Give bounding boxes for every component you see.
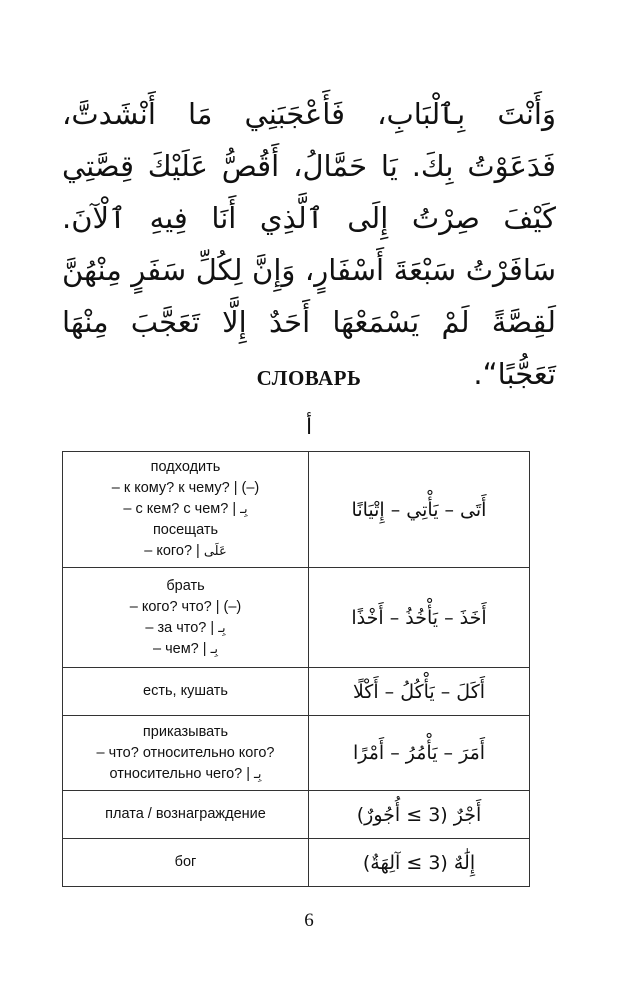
russian-translation	[63, 668, 309, 716]
russian-translation	[63, 791, 309, 839]
arabic-word: أَجْرٌ (3 ≥ أُجُورٌ)	[309, 791, 530, 839]
preposition: بِـ	[210, 641, 218, 657]
arabic-word: أَمَرَ – يَأْمُرُ – أَمْرًا	[309, 716, 530, 791]
translation-line: – к кому? к чему? | (–)	[111, 480, 260, 496]
preposition: بِـ	[218, 620, 226, 636]
vocabulary-title: СЛОВАРЬ	[256, 366, 362, 390]
translation-line: брать	[166, 577, 205, 594]
translation-line: бог	[174, 854, 197, 870]
translation-line: – кого? что? | (–)	[129, 598, 242, 615]
translation-line: есть, кушать	[143, 683, 228, 699]
preposition: عَلَى	[203, 544, 227, 559]
vocab-row	[63, 568, 530, 668]
page-number: 6	[304, 910, 314, 931]
arabic-word: أَتَى – يَأْتِي – إِتْيَانًا	[309, 452, 530, 568]
letter-heading: أ	[305, 415, 313, 440]
arabic-word: أَكَلَ – يَأْكُلُ – أَكْلًا	[309, 668, 530, 716]
translation-line: приказывать	[142, 723, 229, 740]
translation-line: подходить	[150, 459, 221, 475]
translation-line: – за что? | بِـ	[145, 619, 226, 636]
vocab-row	[63, 791, 530, 839]
arabic-word: إِلَٰهٌ (3 ≥ آلِهَةٌ)	[309, 839, 530, 887]
vocab-row	[63, 839, 530, 887]
translation-line: – с кем? с чем? | بِـ	[123, 501, 248, 517]
russian-translation	[63, 452, 309, 568]
vocab-row	[63, 716, 530, 791]
russian-translation	[63, 716, 309, 791]
translation-line: посещать	[152, 522, 219, 538]
vocabulary-table	[62, 451, 530, 887]
vocab-row	[63, 452, 530, 568]
vocab-row	[63, 668, 530, 716]
russian-translation	[63, 568, 309, 668]
preposition: بِـ	[254, 766, 262, 782]
arabic-word: أَخَذَ – يَأْخُذُ – أَخْذًا	[309, 568, 530, 668]
translation-line: – что? относительно кого?	[96, 744, 275, 761]
russian-translation	[63, 839, 309, 887]
translation-line: – кого? | عَلَى	[144, 543, 227, 559]
translation-line: относительно чего? | بِـ	[109, 765, 262, 782]
preposition: بِـ	[240, 502, 248, 517]
translation-line: – чем? | بِـ	[152, 640, 218, 657]
arabic-paragraph: وَأَنْتَ بِٱلْبَابِ، فَأَعْجَبَنِي مَا أَنْشَدتَّ، فَدَعَوْتُ بِكَ. يَا حَمَّالُ، أَقُصُّ عَلَيْكَ قِصَّتِي كَيْفَ صِرْتُ إِلَى ٱلَّذِي أَنَا فِيهِ ٱلْآنَ. سَافَرْتُ سَبْعَةَ أَسْفَارٍ، وَإِنَّ لِكُلِّ سَفَرٍ مِنْهُنَّ لَقِصَّةً لَمْ يَسْمَعْهَا أَحَدٌ إِلَّا تَعَجَّبَ مِنْهَا تَعَجُّبًا“.	[62, 97, 556, 391]
translation-line: плата / вознаграждение	[105, 806, 266, 822]
